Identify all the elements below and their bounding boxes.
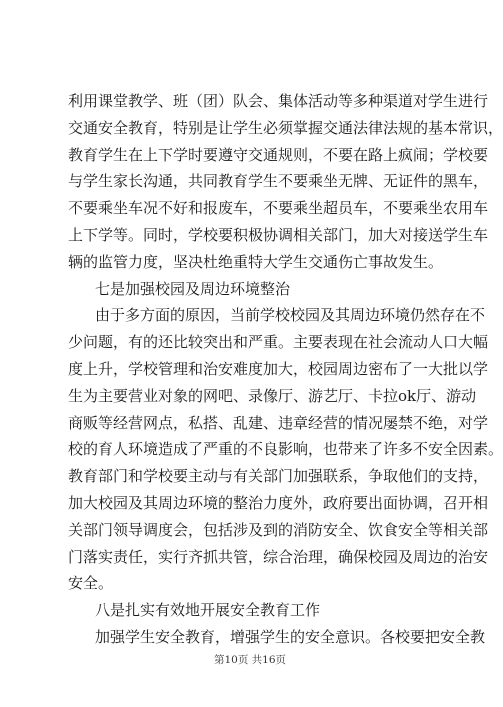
text-line: 上下学等。同时，学校要积极协调相关部门，加大对接送学生车 (68, 225, 489, 244)
text-line: 教育部门和学校要主动与有关部门加强联系，争取他们的支持， (68, 467, 489, 486)
text-line: 与学生家长沟通，共同教育学生不要乘坐无牌、无证件的黑车， (68, 172, 489, 191)
text-line: 少问题，有的还比较突出和严重。主要表现在社会流动人口大幅 (68, 333, 489, 352)
text-line: 利用课堂教学、班（团）队会、集体活动等多种渠道对学生进行 (68, 92, 489, 110)
text-line: 由于多方面的原因，当前学校校园及其周边环境仍然存在不 (95, 306, 486, 325)
text-line: 门落实责任，实行齐抓共管，综合治理，确保校园及周边的治安 (68, 547, 489, 566)
text-line: 度上升，学校管理和治安难度加大，校园周边密布了一大批以学 (68, 359, 489, 378)
document-body (68, 88, 503, 651)
text-line: 交通安全教育，特别是让学生必须掌握交通法律法规的基本常识， (68, 118, 503, 137)
text-line: 不要乘坐车况不好和报废车，不要乘坐超员车，不要乘坐农用车 (68, 199, 489, 218)
text-line: 关部门领导调度会，包括涉及到的消防安全、饮食安全等相关部 (68, 520, 489, 539)
text-line: 校的育人环境造成了严重的不良影响，也带来了许多不安全因素。 (68, 440, 503, 459)
text-line: 加强学生安全教育，增强学生的安全意识。各校要把安全教 (95, 627, 486, 646)
text-line: 加大校园及其周边环境的整治力度外，政府要出面协调，召开相 (68, 493, 489, 512)
text-line: 教育学生在上下学时要遵守交通规则，不要在路上疯闹；学校要 (68, 145, 489, 164)
text-line: 安全。 (68, 574, 114, 593)
page-number: 第10页 共16页 (213, 654, 287, 666)
text-line: 七是加强校园及周边环境整治 (95, 279, 291, 298)
text-line: 生为主要营业对象的网吧、录像厅、游艺厅、卡拉ok厅、游动 (68, 386, 477, 405)
text-line: 八是扎实有效地开展安全教育工作 (95, 601, 321, 620)
text-line: 商贩等经营网点，私搭、乱建、违章经营的情况屡禁不绝，对学 (68, 413, 489, 432)
text-line: 辆的监管力度，坚决杜绝重特大学生交通伤亡事故发生。 (68, 252, 444, 271)
